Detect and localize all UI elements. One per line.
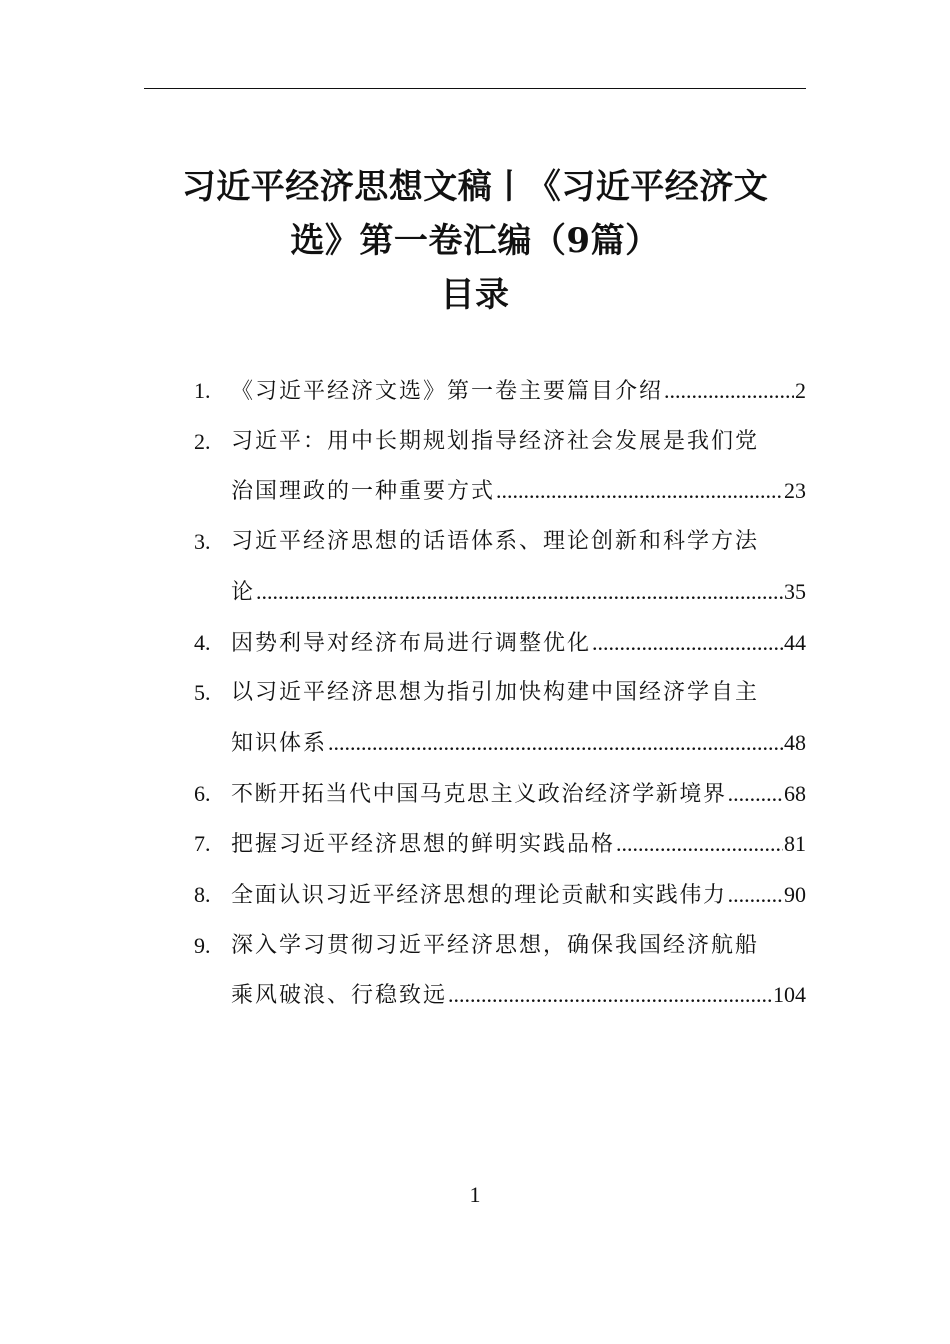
- toc-entry-page: 48: [784, 729, 806, 755]
- toc-entry-page: 90: [784, 882, 806, 908]
- toc-entry-number: 9.: [194, 932, 211, 958]
- toc-entry-1[interactable]: [194, 366, 806, 417]
- toc-entry-title: 深入学习贯彻习近平经济思想，确保我国经济航船: [231, 932, 760, 958]
- toc-entry-4[interactable]: [194, 618, 806, 669]
- toc-entry-page: 104: [773, 982, 806, 1008]
- toc-entry-title: 《习近平经济文选》第一卷主要篇目介绍: [231, 379, 664, 404]
- toc-entry-title: 以习近平经济思想为指引加快构建中国经济学自主: [231, 680, 760, 706]
- page-number: 1: [469, 1182, 481, 1207]
- dot-leader: [616, 819, 783, 869]
- toc-entry-page: 44: [784, 629, 806, 655]
- toc-entry-8[interactable]: [194, 870, 806, 921]
- toc-entry-number: 2.: [194, 428, 211, 454]
- document-title: [150, 160, 800, 322]
- title-line-2: 选》第一卷汇编（9篇）: [290, 221, 660, 261]
- toc-entry-title: 不断开拓当代中国马克思主义政治经济学新境界: [231, 781, 727, 807]
- toc-entry-6[interactable]: [194, 769, 806, 820]
- toc-entry-number: 7.: [194, 831, 211, 857]
- dot-leader: [728, 769, 783, 819]
- toc-entry-title: 因势利导对经济布局进行调整优化: [231, 630, 592, 656]
- toc-entry-number: 6.: [194, 780, 211, 806]
- toc-entry-number: 8.: [194, 882, 211, 908]
- toc-entry-page: 35: [784, 578, 806, 604]
- toc-entry-title: 习近平经济思想的话语体系、理论创新和科学方法: [231, 529, 760, 555]
- toc-entry-page: 23: [784, 478, 806, 504]
- toc-entry-page: 2: [795, 378, 806, 403]
- toc-entry-title-cont: 乘风破浪、行稳致远: [231, 983, 448, 1009]
- dot-leader: [448, 970, 772, 1020]
- toc-entry-title-cont: 知识体系: [231, 730, 328, 756]
- toc-entry-title: 把握习近平经济思想的鲜明实践品格: [231, 832, 616, 858]
- title-line-1: 习近平经济思想文稿丨《习近平经济文: [181, 167, 769, 207]
- dot-leader: [728, 870, 783, 920]
- toc-entry-title-cont: 论: [231, 579, 256, 605]
- toc-entry-number: 5.: [194, 680, 211, 706]
- toc-entry-3[interactable]: [194, 517, 806, 617]
- toc-entry-title: 习近平：用中长期规划指导经济社会发展是我们党: [231, 428, 760, 454]
- dot-leader: [256, 567, 783, 617]
- toc-entry-page: 68: [784, 780, 806, 806]
- toc-entry-2[interactable]: [194, 417, 806, 517]
- toc-entry-page: 81: [784, 831, 806, 857]
- toc-entry-title: 全面认识习近平经济思想的理论贡献和实践伟力: [231, 883, 727, 909]
- dot-leader: [496, 466, 783, 516]
- toc-entry-7[interactable]: [194, 819, 806, 870]
- dot-leader: [328, 718, 783, 768]
- toc-entry-title-cont: 治国理政的一种重要方式: [231, 479, 496, 505]
- dot-leader: [664, 366, 794, 416]
- table-of-contents: [194, 366, 806, 1021]
- toc-entry-number: 1.: [194, 378, 211, 403]
- toc-entry-5[interactable]: [194, 668, 806, 768]
- toc-entry-9[interactable]: [194, 921, 806, 1021]
- dot-leader: [592, 618, 783, 668]
- toc-entry-number: 4.: [194, 629, 211, 655]
- toc-entry-number: 3.: [194, 529, 211, 555]
- header-rule: [144, 88, 806, 89]
- toc-heading: 目录: [440, 275, 510, 315]
